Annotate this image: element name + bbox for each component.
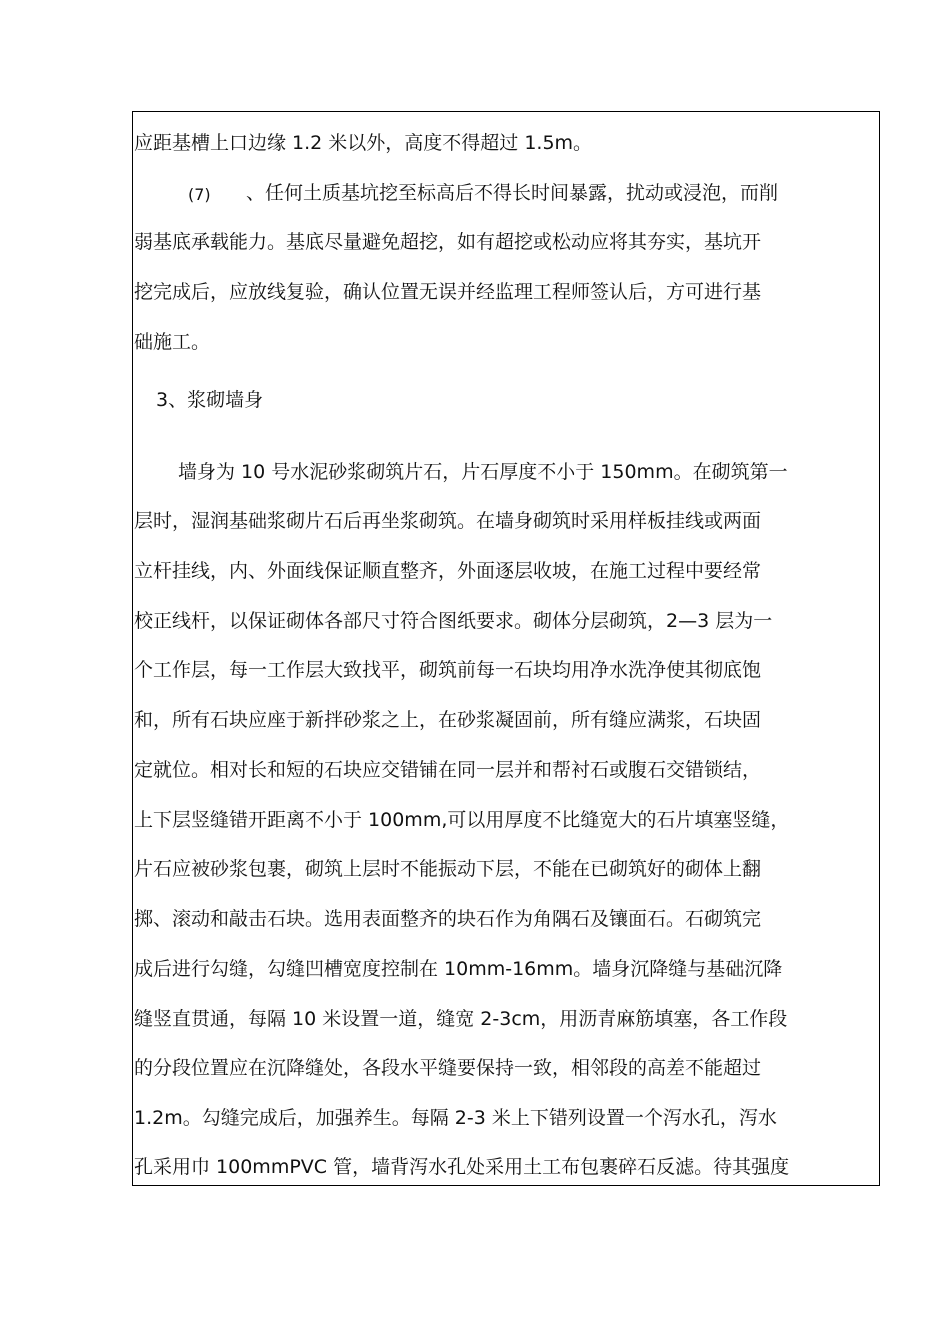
text-line: 上下层竖缝错开距离不小于 100mm,可以用厚度不比缝宽大的石片填塞竖缝， bbox=[134, 809, 790, 831]
text-line: 挖完成后，应放线复验，确认位置无误并经监理工程师签认后，方可进行基 bbox=[134, 281, 762, 303]
text-line: 孔采用巾 100mmPVC 管，墙背泻水孔处采用土工布包裹碎石反滤。待其强度 bbox=[134, 1156, 790, 1178]
text-line: 片石应被砂浆包裹，砌筑上层时不能振动下层，不能在已砌筑好的砌体上翻 bbox=[134, 858, 762, 880]
text-line: 层时，湿润基础浆砌片石后再坐浆砌筑。在墙身砌筑时采用样板挂线或两面 bbox=[134, 510, 762, 532]
text-line: 立杆挂线，内、外面线保证顺直整齐，外面逐层收坡，在施工过程中要经常 bbox=[134, 560, 762, 582]
text-line: 缝竖直贯通，每隔 10 米设置一道，缝宽 2-3cm，用沥青麻筋填塞，各工作段 bbox=[134, 1008, 788, 1030]
text-line: 校正线杆，以保证砌体各部尺寸符合图纸要求。砌体分层砌筑，2—3 层为一 bbox=[134, 610, 773, 632]
text-line: 个工作层，每一工作层大致找平，砌筑前每一石块均用净水洗净使其彻底饱 bbox=[134, 659, 762, 681]
text-line: 弱基底承载能力。基底尽量避免超挖，如有超挖或松动应将其夯实，基坑开 bbox=[134, 231, 762, 253]
text-line: 定就位。相对长和短的石块应交错铺在同一层并和帮衬石或腹石交错锁结， bbox=[134, 759, 762, 781]
text-line: 础施工。 bbox=[134, 331, 211, 353]
text-line: 成后进行勾缝，勾缝凹槽宽度控制在 10mm-16mm。墙身沉降缝与基础沉降 bbox=[134, 958, 783, 980]
text-line: 掷、滚动和敲击石块。选用表面整齐的块石作为角隅石及镶面石。石砌筑完 bbox=[134, 908, 762, 930]
text-line: 1.2m。勾缝完成后，加强养生。每隔 2-3 米上下错列设置一个泻水孔，泻水 bbox=[134, 1107, 777, 1129]
text-line: 应距基槽上口边缘 1.2 米以外，高度不得超过 1.5m。 bbox=[134, 132, 593, 154]
item-number: (7) bbox=[188, 185, 211, 204]
text-line: 、任何土质基坑挖至标高后不得长时间暴露，扰动或浸泡，而削 bbox=[246, 182, 779, 204]
text-line: 和，所有石块应座于新拌砂浆之上，在砂浆凝固前，所有缝应满浆，石块固 bbox=[134, 709, 762, 731]
section-heading: 3、浆砌墙身 bbox=[156, 389, 264, 411]
text-line: 的分段位置应在沉降缝处，各段水平缝要保持一致，相邻段的高差不能超过 bbox=[134, 1057, 762, 1079]
text-line: 墙身为 10 号水泥砂浆砌筑片石，片石厚度不小于 150mm。在砌筑第一 bbox=[178, 461, 788, 483]
